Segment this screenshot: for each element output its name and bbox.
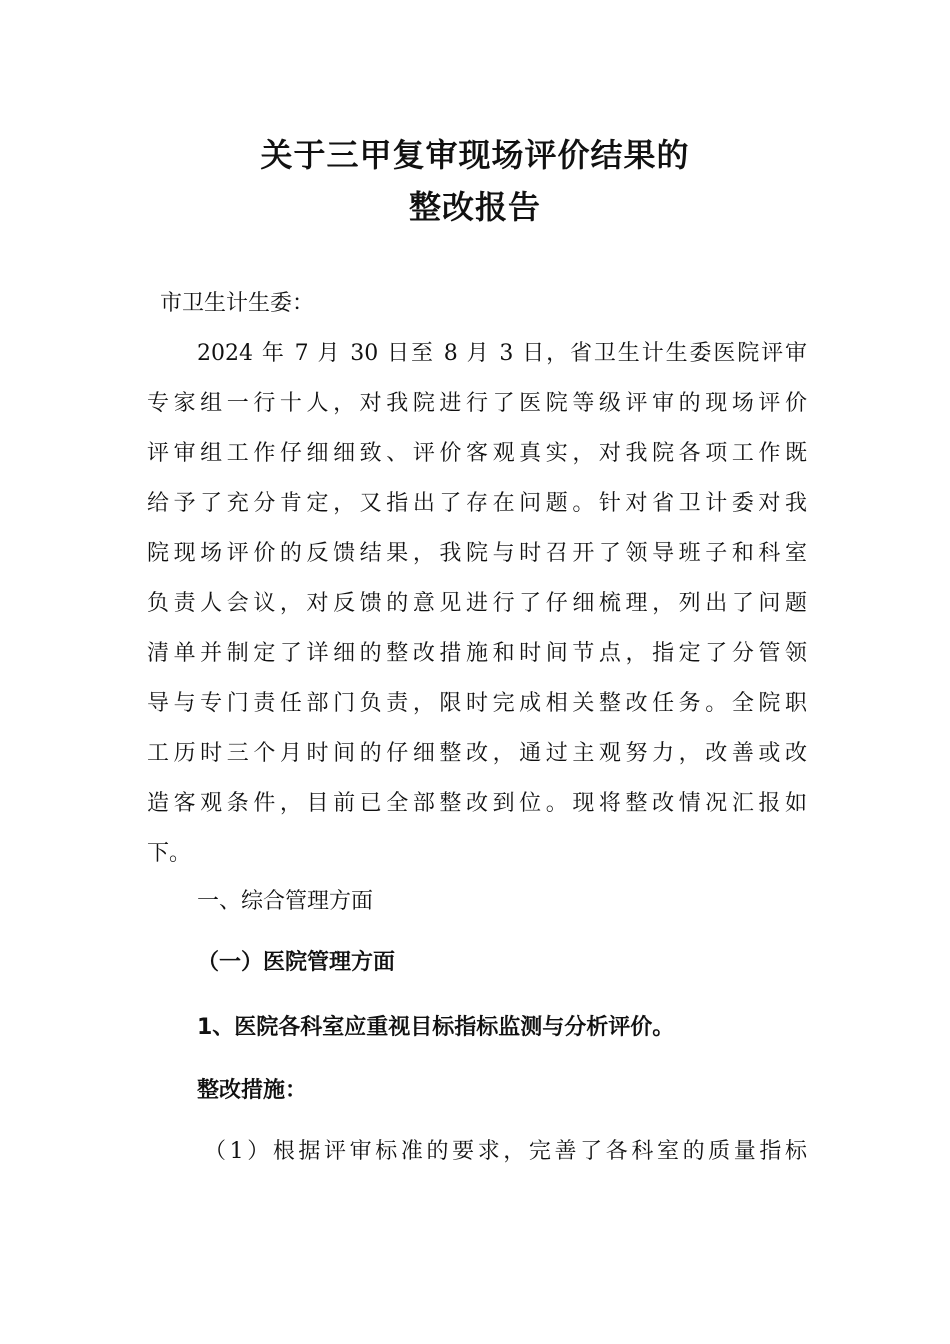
intro-line-11: 下。 [147,841,192,866]
intro-line-9: 工历时三个月时间的仔细整改，通过主观努力，改善或改 [147,741,807,766]
intro-line-5: 院现场评价的反馈结果，我院与时召开了领导班子和科室 [147,541,807,566]
intro-line-8: 导与专门责任部门负责，限时完成相关整改任务。全院职 [147,691,807,716]
document-title-line-2: 整改报告 [408,188,541,226]
intro-line-7: 清单并制定了详细的整改措施和时间节点，指定了分管领 [147,641,807,666]
intro-line-1: 2024 年 7 月 30 日至 8 月 3 日，省卫生计生委医院评审 [197,341,807,366]
document-title-line-1: 关于三甲复审现场评价结果的 [260,136,690,174]
intro-line-10: 造客观条件，目前已全部整改到位。现将整改情况汇报如 [147,791,807,816]
intro-line-3: 评审组工作仔细细致、评价客观真实，对我院各项工作既 [147,441,807,466]
salutation: 市卫生计生委： [160,291,315,316]
intro-line-6: 负责人会议，对反馈的意见进行了仔细梳理，列出了问题 [147,591,807,616]
measure-line-1: （1）根据评审标准的要求，完善了各科室的质量指标 [204,1139,807,1164]
subsection-heading: （一）医院管理方面 [197,950,396,975]
item-heading: 1、医院各科室应重视目标指标监测与分析评价。 [197,1015,675,1040]
section-heading: 一、综合管理方面 [197,889,374,914]
measures-label: 整改措施： [197,1078,308,1103]
intro-line-4: 给予了充分肯定，又指出了存在问题。针对省卫计委对我 [147,491,807,516]
intro-line-2: 专家组一行十人，对我院进行了医院等级评审的现场评价 [147,391,807,416]
